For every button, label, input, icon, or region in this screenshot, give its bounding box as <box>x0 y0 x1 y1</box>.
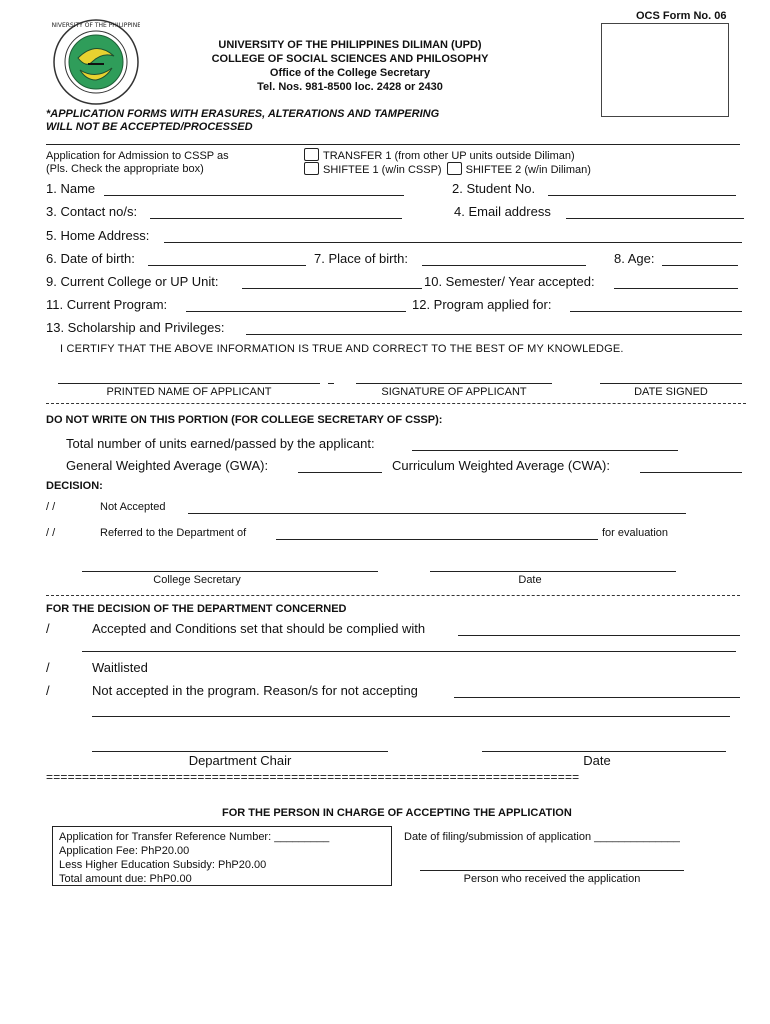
student-no-field[interactable] <box>548 195 736 196</box>
total-due: Total amount due: PhP0.00 <box>59 873 192 885</box>
units-label: Total number of units earned/passed by the applicant: <box>66 436 375 451</box>
pob-label: 7. Place of birth: <box>314 251 408 266</box>
warning-line-2: WILL NOT BE ACCEPTED/PROCESSED <box>46 121 253 133</box>
student-no-label: 2. Student No. <box>452 181 536 196</box>
waitlisted-mark[interactable]: / <box>46 660 50 675</box>
program-applied-label: 12. Program applied for: <box>412 297 552 312</box>
divider <box>46 144 740 145</box>
signature-caption: SIGNATURE OF APPLICANT <box>381 386 527 398</box>
application-label-line-1: Application for Admission to CSSP as <box>46 150 229 162</box>
scholarship-field[interactable] <box>246 334 742 335</box>
application-fee: Application Fee: PhP20.00 <box>59 845 190 857</box>
date-filing-label: Date of filing/submission of application ______________ <box>404 831 680 843</box>
not-accepted-dept-mark[interactable]: / <box>46 683 50 698</box>
cwa-field[interactable] <box>640 472 742 473</box>
reason-field[interactable] <box>454 697 740 698</box>
shiftee1-checkbox[interactable] <box>304 162 319 175</box>
university-seal <box>52 18 140 106</box>
referred-label: Referred to the Department of <box>100 527 247 539</box>
for-evaluation-label: for evaluation <box>602 527 669 539</box>
subsidy: Less Higher Education Subsidy: PhP20.00 <box>59 859 267 871</box>
person-in-charge-heading: FOR THE PERSON IN CHARGE OF ACCEPTING THE APPLICATION <box>222 807 572 819</box>
secretary-date-caption: Date <box>518 574 542 586</box>
name-label: 1. Name <box>46 181 96 196</box>
header <box>150 38 550 94</box>
pob-field[interactable] <box>422 265 586 266</box>
semester-label: 10. Semester/ Year accepted: <box>424 274 595 289</box>
transfer-option[interactable] <box>304 148 575 162</box>
warning-notice <box>46 108 439 134</box>
chair-date-caption: Date <box>583 753 611 768</box>
dob-label: 6. Date of birth: <box>46 251 135 266</box>
address-label: 5. Home Address: <box>46 228 150 243</box>
not-accepted-mark[interactable]: / / <box>46 501 56 513</box>
date-signed-caption: DATE SIGNED <box>634 386 708 398</box>
accepted-conditions-field[interactable] <box>458 635 740 636</box>
reference-number-label: Application for Transfer Reference Number: _________ <box>59 831 330 843</box>
shiftee2-checkbox[interactable] <box>447 162 462 175</box>
contact-field[interactable] <box>150 218 402 219</box>
contact-label: 3. Contact no/s: <box>46 204 138 219</box>
scholarship-label: 13. Scholarship and Privileges: <box>46 320 225 335</box>
printed-name-line[interactable] <box>58 383 320 384</box>
receiver-caption: Person who received the application <box>463 873 641 885</box>
program-label: 11. Current Program: <box>46 297 168 312</box>
warning-line-1: *APPLICATION FORMS WITH ERASURES, ALTERATIONS AND TAMPERING <box>46 108 440 120</box>
referred-department-field[interactable] <box>276 539 598 540</box>
accepted-label: Accepted and Conditions set that should be complied with <box>92 621 426 636</box>
referred-mark[interactable]: / / <box>46 527 56 539</box>
shiftee2-label: SHIFTEE 2 (w/in Diliman) <box>465 164 591 176</box>
department-chair-caption: Department Chair <box>188 753 292 768</box>
college-field[interactable] <box>242 288 422 289</box>
chair-date-line[interactable] <box>482 751 726 752</box>
age-field[interactable] <box>662 265 738 266</box>
receiver-signature-line[interactable] <box>420 870 684 871</box>
not-accepted-field[interactable] <box>188 513 686 514</box>
secretary-date-line[interactable] <box>430 571 676 572</box>
printed-name-caption: PRINTED NAME OF APPLICANT <box>106 386 272 398</box>
telephone: Tel. Nos. 981-8500 loc. 2428 or 2430 <box>257 81 443 93</box>
office-name: Office of the College Secretary <box>269 67 431 79</box>
secretary-signature-line[interactable] <box>82 571 378 572</box>
chair-signature-line[interactable] <box>92 751 388 752</box>
college-label: 9. Current College or UP Unit: <box>46 274 219 289</box>
seal-graphic <box>52 18 140 106</box>
dob-field[interactable] <box>148 265 306 266</box>
accepted-mark[interactable]: / <box>46 621 50 636</box>
decision-heading: DECISION: <box>46 480 103 492</box>
units-field[interactable] <box>412 450 678 451</box>
age-label: 8. Age: <box>614 251 655 266</box>
seal-text: UNIVERSITY OF THE PHILIPPINES <box>52 22 140 29</box>
not-accepted-dept-label: Not accepted in the program. Reason/s for not accepting <box>92 683 418 698</box>
gwa-field[interactable] <box>298 472 382 473</box>
dashed-divider <box>46 403 746 404</box>
email-field[interactable] <box>566 218 744 219</box>
department-heading: FOR THE DECISION OF THE DEPARTMENT CONCERNED <box>46 603 347 615</box>
dash-mark <box>328 383 334 384</box>
date-signed-line[interactable] <box>600 383 742 384</box>
accepted-conditions-field-2[interactable] <box>82 651 736 652</box>
reason-field-2[interactable] <box>92 716 730 717</box>
name-field[interactable] <box>104 195 404 196</box>
cwa-label: Curriculum Weighted Average (CWA): <box>392 458 610 473</box>
program-applied-field[interactable] <box>570 311 742 312</box>
email-label: 4. Email address <box>454 204 551 219</box>
program-field[interactable] <box>186 311 406 312</box>
double-line-separator: ========================================================================== <box>46 770 580 784</box>
address-field[interactable] <box>164 242 742 243</box>
shiftee1-label: SHIFTEE 1 (w/in CSSP) <box>323 164 442 176</box>
semester-field[interactable] <box>614 288 738 289</box>
application-label-line-2: (Pls. Check the appropriate box) <box>46 163 204 175</box>
secretary-heading: DO NOT WRITE ON THIS PORTION (FOR COLLEGE SECRETARY OF CSSP): <box>46 414 443 426</box>
transfer-label: TRANSFER 1 (from other UP units outside Diliman) <box>323 150 575 162</box>
college-name: COLLEGE OF SOCIAL SCIENCES AND PHILOSOPHY <box>211 53 489 65</box>
application-label <box>46 150 229 176</box>
dashed-divider-2 <box>46 595 740 596</box>
form-number: OCS Form No. 06 <box>636 10 727 22</box>
certification-statement: I CERTIFY THAT THE ABOVE INFORMATION IS TRUE AND CORRECT TO THE BEST OF MY KNOWLEDGE. <box>60 343 624 355</box>
college-secretary-caption: College Secretary <box>153 574 241 586</box>
waitlisted-label: Waitlisted <box>92 660 148 675</box>
not-accepted-label: Not Accepted <box>100 501 166 513</box>
photo-box[interactable] <box>601 23 729 117</box>
transfer-checkbox[interactable] <box>304 148 319 161</box>
fee-box <box>52 826 392 886</box>
shiftee-options <box>304 162 591 176</box>
signature-line[interactable] <box>356 383 552 384</box>
university-name: UNIVERSITY OF THE PHILIPPINES DILIMAN (UPD) <box>218 39 482 51</box>
gwa-label: General Weighted Average (GWA): <box>66 458 269 473</box>
